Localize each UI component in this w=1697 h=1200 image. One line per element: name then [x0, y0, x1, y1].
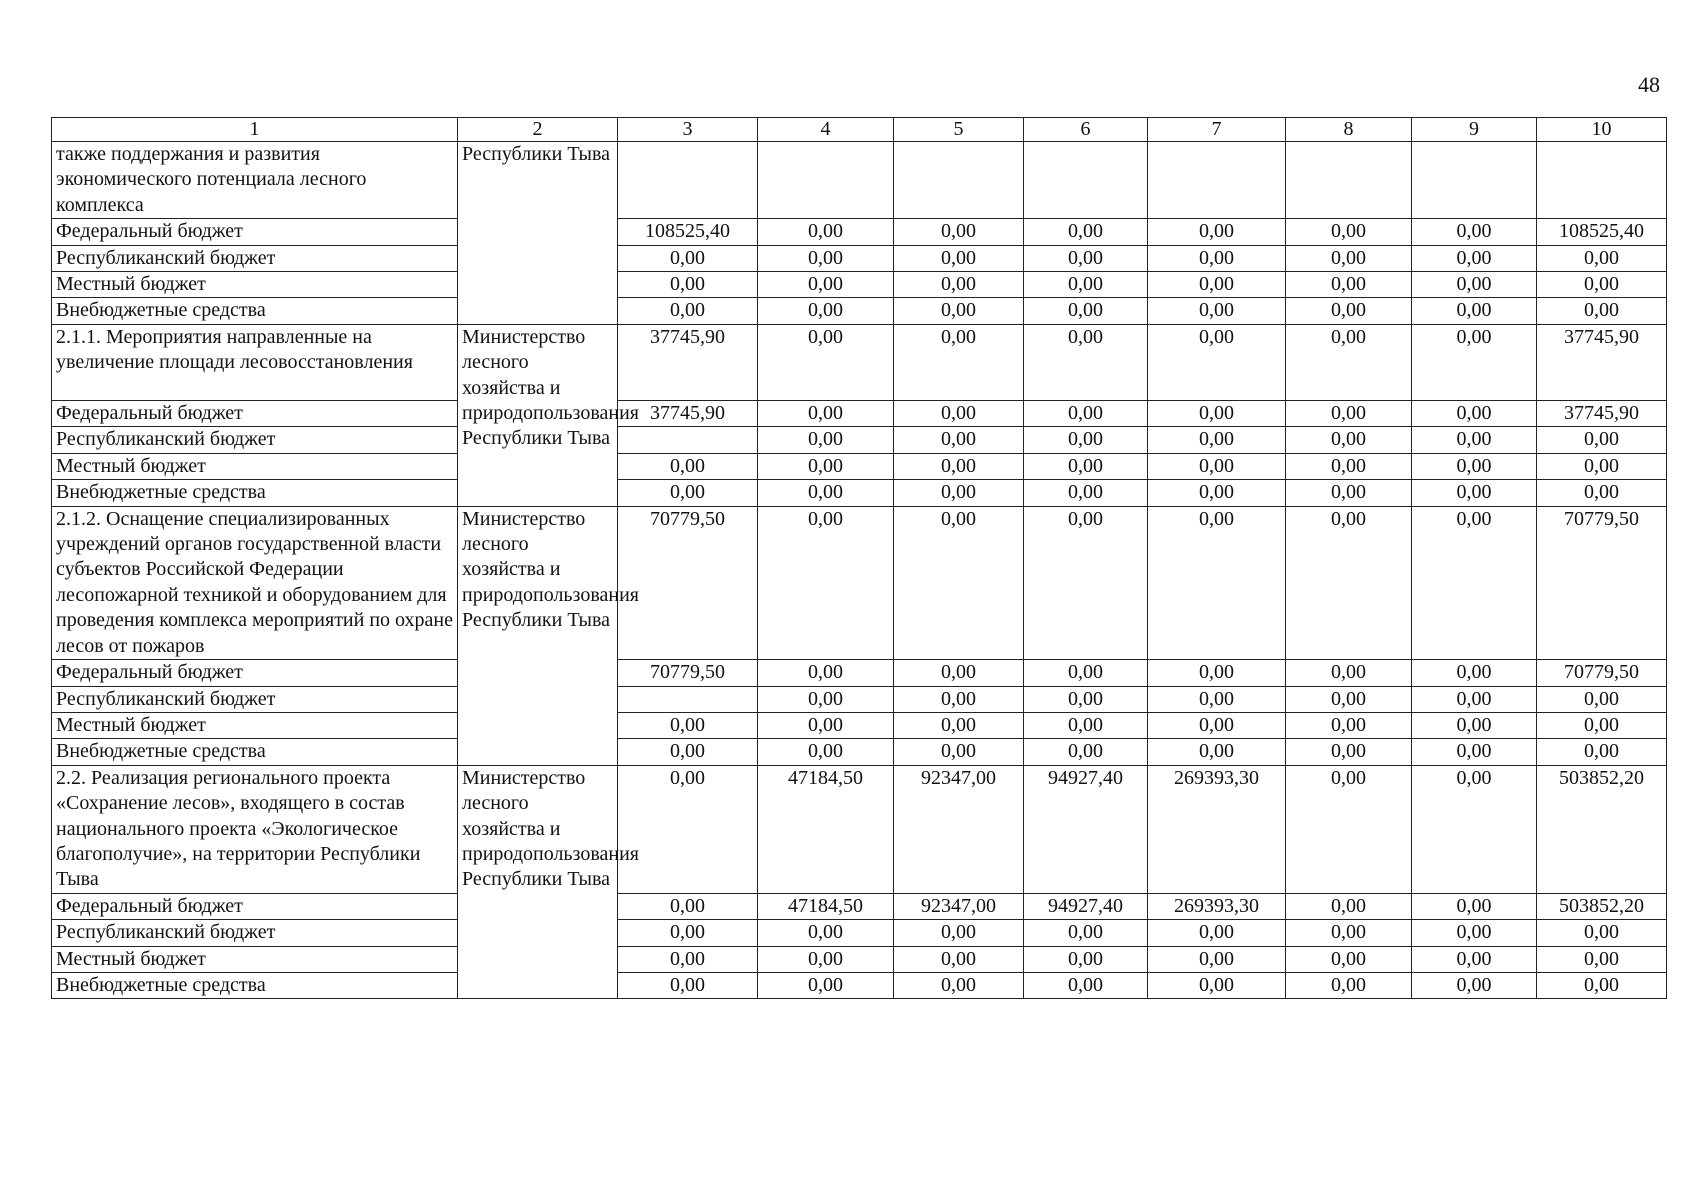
value-cell: [1286, 142, 1412, 219]
value-cell: 0,00: [1148, 427, 1286, 453]
column-header: 5: [894, 118, 1024, 142]
value-cell: 0,00: [1412, 946, 1537, 972]
value-cell: 0,00: [1412, 920, 1537, 946]
table-body: [52, 118, 1667, 999]
value-cell: 0,00: [1024, 739, 1148, 765]
value-cell: 70779,50: [618, 506, 758, 659]
table-row: [52, 427, 1667, 453]
table-row: [52, 712, 1667, 738]
value-cell: 0,00: [894, 453, 1024, 479]
value-cell: 0,00: [758, 946, 894, 972]
column-header: 1: [52, 118, 458, 142]
value-cell: 0,00: [1412, 401, 1537, 427]
page-number: 48: [1638, 72, 1660, 97]
row-label: 2.1.1. Мероприятия направленные на увеличение площади лесовосстановления: [52, 324, 458, 400]
value-cell: 0,00: [1148, 506, 1286, 659]
row-label: Местный бюджет: [52, 453, 458, 479]
value-cell: 0,00: [1286, 272, 1412, 298]
value-cell: 0,00: [758, 686, 894, 712]
column-header: 9: [1412, 118, 1537, 142]
value-cell: 0,00: [1148, 401, 1286, 427]
value-cell: 0,00: [1537, 272, 1667, 298]
value-cell: 0,00: [758, 298, 894, 324]
value-cell: 0,00: [894, 324, 1024, 400]
value-cell: 0,00: [758, 972, 894, 998]
value-cell: 0,00: [1024, 946, 1148, 972]
value-cell: 269393,30: [1148, 893, 1286, 919]
value-cell: 0,00: [1412, 324, 1537, 400]
value-cell: 0,00: [1024, 427, 1148, 453]
value-cell: 0,00: [1286, 453, 1412, 479]
table-row: [52, 272, 1667, 298]
value-cell: 0,00: [1024, 401, 1148, 427]
row-label: также поддержания и развития экономического потенциала лесного комплекса: [52, 142, 458, 219]
value-cell: [894, 142, 1024, 219]
value-cell: 0,00: [758, 506, 894, 659]
value-cell: 0,00: [1286, 765, 1412, 893]
value-cell: 0,00: [1148, 453, 1286, 479]
value-cell: 0,00: [758, 660, 894, 686]
value-cell: 37745,90: [1537, 401, 1667, 427]
value-cell: 0,00: [1024, 219, 1148, 245]
value-cell: 92347,00: [894, 893, 1024, 919]
value-cell: 0,00: [1412, 298, 1537, 324]
value-cell: 0,00: [1286, 686, 1412, 712]
value-cell: 0,00: [618, 739, 758, 765]
table-row: [52, 142, 1667, 219]
value-cell: 0,00: [618, 298, 758, 324]
value-cell: 0,00: [894, 245, 1024, 271]
table-row: [52, 401, 1667, 427]
value-cell: 0,00: [1286, 506, 1412, 659]
table-row: [52, 298, 1667, 324]
value-cell: 0,00: [1286, 324, 1412, 400]
value-cell: 0,00: [1024, 920, 1148, 946]
column-header: 8: [1286, 118, 1412, 142]
row-label: Внебюджетные средства: [52, 739, 458, 765]
value-cell: 0,00: [1412, 506, 1537, 659]
value-cell: 0,00: [894, 712, 1024, 738]
value-cell: 94927,40: [1024, 893, 1148, 919]
value-cell: 0,00: [894, 739, 1024, 765]
table-row: [52, 739, 1667, 765]
value-cell: 0,00: [1148, 219, 1286, 245]
value-cell: 0,00: [894, 946, 1024, 972]
value-cell: 0,00: [1148, 660, 1286, 686]
header-row: [52, 118, 1667, 142]
value-cell: 0,00: [1412, 660, 1537, 686]
row-label: Внебюджетные средства: [52, 298, 458, 324]
value-cell: 70779,50: [1537, 660, 1667, 686]
value-cell: 0,00: [618, 272, 758, 298]
value-cell: 0,00: [1024, 506, 1148, 659]
row-label: Республиканский бюджет: [52, 245, 458, 271]
value-cell: 0,00: [1148, 712, 1286, 738]
value-cell: 0,00: [1148, 245, 1286, 271]
value-cell: 0,00: [894, 427, 1024, 453]
value-cell: 0,00: [618, 972, 758, 998]
table-row: [52, 920, 1667, 946]
value-cell: 0,00: [1286, 712, 1412, 738]
value-cell: 0,00: [1537, 712, 1667, 738]
value-cell: 0,00: [894, 272, 1024, 298]
row-label: 2.1.2. Оснащение специализированных учреждений органов государственной власти субъектов Российской Федерации лесопожарной техникой и оборудованием для проведения комплекса мероприятий по охране лесов от пожаров: [52, 506, 458, 659]
value-cell: 0,00: [758, 480, 894, 506]
column-header: 3: [618, 118, 758, 142]
value-cell: 0,00: [1024, 298, 1148, 324]
table-row: [52, 506, 1667, 659]
value-cell: 0,00: [1286, 893, 1412, 919]
value-cell: 0,00: [1412, 480, 1537, 506]
table-row: [52, 480, 1667, 506]
value-cell: 0,00: [758, 427, 894, 453]
value-cell: 0,00: [758, 401, 894, 427]
value-cell: 108525,40: [618, 219, 758, 245]
row-label: Республиканский бюджет: [52, 920, 458, 946]
row-label: Местный бюджет: [52, 272, 458, 298]
table-row: [52, 324, 1667, 400]
value-cell: 0,00: [1024, 660, 1148, 686]
value-cell: 0,00: [1286, 298, 1412, 324]
value-cell: 0,00: [894, 686, 1024, 712]
value-cell: 37745,90: [1537, 324, 1667, 400]
row-label: Республиканский бюджет: [52, 686, 458, 712]
value-cell: 0,00: [1412, 972, 1537, 998]
table-row: [52, 660, 1667, 686]
value-cell: 0,00: [894, 219, 1024, 245]
value-cell: 0,00: [618, 893, 758, 919]
row-label: Федеральный бюджет: [52, 401, 458, 427]
table-row: [52, 946, 1667, 972]
value-cell: 0,00: [1024, 245, 1148, 271]
responsible-executor: Республики Тыва: [458, 142, 618, 325]
responsible-executor: Министерство лесного хозяйства и природопользования Республики Тыва: [458, 324, 618, 506]
value-cell: 0,00: [618, 946, 758, 972]
value-cell: 0,00: [894, 298, 1024, 324]
value-cell: 108525,40: [1537, 219, 1667, 245]
value-cell: 269393,30: [1148, 765, 1286, 893]
table-row: [52, 219, 1667, 245]
value-cell: 0,00: [1024, 712, 1148, 738]
value-cell: 0,00: [1148, 920, 1286, 946]
value-cell: 0,00: [1148, 298, 1286, 324]
row-label: Республиканский бюджет: [52, 427, 458, 453]
value-cell: 0,00: [894, 401, 1024, 427]
value-cell: 0,00: [1286, 739, 1412, 765]
value-cell: 0,00: [758, 272, 894, 298]
column-header: 10: [1537, 118, 1667, 142]
value-cell: 37745,90: [618, 401, 758, 427]
value-cell: 0,00: [1024, 480, 1148, 506]
value-cell: 0,00: [758, 219, 894, 245]
table-row: [52, 972, 1667, 998]
value-cell: [618, 427, 758, 453]
value-cell: 0,00: [894, 506, 1024, 659]
value-cell: 0,00: [894, 480, 1024, 506]
value-cell: 94927,40: [1024, 765, 1148, 893]
value-cell: 0,00: [894, 972, 1024, 998]
responsible-executor: Министерство лесного хозяйства и природопользования Республики Тыва: [458, 506, 618, 765]
value-cell: 0,00: [1286, 427, 1412, 453]
value-cell: 0,00: [1024, 453, 1148, 479]
column-header: 2: [458, 118, 618, 142]
value-cell: 503852,20: [1537, 765, 1667, 893]
value-cell: 0,00: [1148, 739, 1286, 765]
value-cell: 0,00: [618, 480, 758, 506]
value-cell: 0,00: [894, 660, 1024, 686]
responsible-executor: Министерство лесного хозяйства и природопользования Республики Тыва: [458, 765, 618, 999]
value-cell: 0,00: [758, 324, 894, 400]
table-row: [52, 245, 1667, 271]
row-label: Федеральный бюджет: [52, 893, 458, 919]
value-cell: 0,00: [758, 712, 894, 738]
value-cell: 0,00: [1024, 686, 1148, 712]
row-label: Внебюджетные средства: [52, 972, 458, 998]
value-cell: 0,00: [1286, 660, 1412, 686]
value-cell: 0,00: [1537, 972, 1667, 998]
value-cell: 0,00: [1286, 401, 1412, 427]
value-cell: 92347,00: [894, 765, 1024, 893]
value-cell: [1537, 142, 1667, 219]
value-cell: 0,00: [1286, 480, 1412, 506]
value-cell: 0,00: [1537, 480, 1667, 506]
value-cell: 0,00: [1286, 920, 1412, 946]
value-cell: [618, 142, 758, 219]
value-cell: 0,00: [1537, 427, 1667, 453]
column-header: 4: [758, 118, 894, 142]
value-cell: 0,00: [1412, 739, 1537, 765]
value-cell: 0,00: [1537, 739, 1667, 765]
table-row: [52, 453, 1667, 479]
value-cell: 0,00: [1148, 946, 1286, 972]
value-cell: 0,00: [1286, 946, 1412, 972]
value-cell: 0,00: [1412, 712, 1537, 738]
value-cell: 0,00: [618, 453, 758, 479]
value-cell: [758, 142, 894, 219]
value-cell: 0,00: [1537, 298, 1667, 324]
value-cell: 0,00: [1412, 893, 1537, 919]
value-cell: 0,00: [1148, 272, 1286, 298]
value-cell: 0,00: [618, 765, 758, 893]
row-label: Внебюджетные средства: [52, 480, 458, 506]
value-cell: 503852,20: [1537, 893, 1667, 919]
value-cell: 0,00: [1412, 453, 1537, 479]
row-label: Федеральный бюджет: [52, 219, 458, 245]
value-cell: 0,00: [1412, 219, 1537, 245]
value-cell: 0,00: [758, 739, 894, 765]
value-cell: 0,00: [1286, 219, 1412, 245]
table-row: [52, 686, 1667, 712]
row-label: Местный бюджет: [52, 712, 458, 738]
value-cell: 0,00: [618, 712, 758, 738]
value-cell: 0,00: [1537, 245, 1667, 271]
value-cell: 47184,50: [758, 893, 894, 919]
value-cell: 0,00: [1148, 480, 1286, 506]
value-cell: [1412, 142, 1537, 219]
value-cell: 0,00: [1412, 245, 1537, 271]
value-cell: [1024, 142, 1148, 219]
value-cell: 0,00: [1537, 920, 1667, 946]
column-header: 7: [1148, 118, 1286, 142]
value-cell: 0,00: [1537, 946, 1667, 972]
value-cell: 0,00: [1286, 245, 1412, 271]
value-cell: 0,00: [1412, 765, 1537, 893]
row-label: Федеральный бюджет: [52, 660, 458, 686]
value-cell: 0,00: [1412, 686, 1537, 712]
value-cell: 47184,50: [758, 765, 894, 893]
value-cell: 0,00: [1148, 686, 1286, 712]
value-cell: 0,00: [1024, 972, 1148, 998]
value-cell: 0,00: [894, 920, 1024, 946]
value-cell: 0,00: [758, 245, 894, 271]
value-cell: 0,00: [1537, 453, 1667, 479]
value-cell: 0,00: [1412, 427, 1537, 453]
value-cell: 0,00: [1286, 972, 1412, 998]
value-cell: 70779,50: [1537, 506, 1667, 659]
value-cell: 0,00: [758, 453, 894, 479]
value-cell: 0,00: [1148, 972, 1286, 998]
value-cell: 70779,50: [618, 660, 758, 686]
value-cell: 0,00: [758, 920, 894, 946]
value-cell: 0,00: [1148, 324, 1286, 400]
row-label: Местный бюджет: [52, 946, 458, 972]
table-row: [52, 765, 1667, 893]
value-cell: [618, 686, 758, 712]
row-label: 2.2. Реализация регионального проекта «Сохранение лесов», входящего в состав национального проекта «Экологическое благополучие», на территории Республики Тыва: [52, 765, 458, 893]
table-row: [52, 893, 1667, 919]
value-cell: 0,00: [1024, 324, 1148, 400]
value-cell: 0,00: [618, 920, 758, 946]
value-cell: 0,00: [1024, 272, 1148, 298]
value-cell: [1148, 142, 1286, 219]
value-cell: 0,00: [1537, 686, 1667, 712]
value-cell: 0,00: [618, 245, 758, 271]
budget-table: [51, 117, 1667, 999]
column-header: 6: [1024, 118, 1148, 142]
value-cell: 37745,90: [618, 324, 758, 400]
value-cell: 0,00: [1412, 272, 1537, 298]
